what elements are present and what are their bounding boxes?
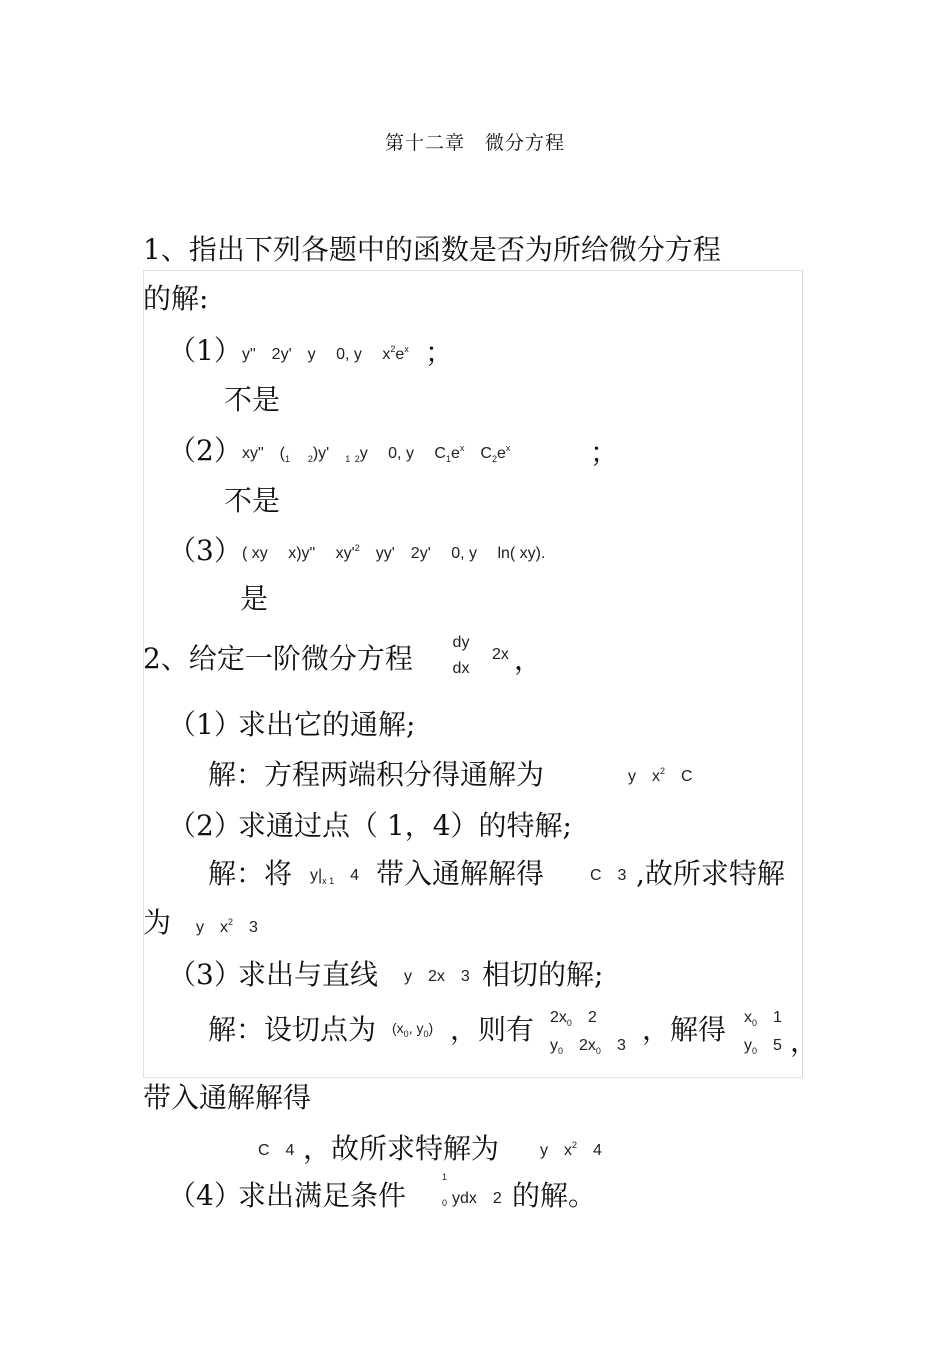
page-title: 第十二章 微分方程 [384,132,565,154]
q1-item1-semicolon: ； [425,336,454,369]
q2-heading: 2、给定一阶微分方程 [143,642,413,675]
q1-item2-semicolon: ； [590,436,619,469]
integral-upper-limit: 1 [442,1172,448,1182]
q2-part4-label: （4） [168,1179,242,1212]
q2-part3-solution-b: ，则有 [450,1013,535,1046]
q2-part3-system2-bottom: $y_0$ 5 [744,1037,782,1056]
q1-item2-answer: 不是 [224,484,281,517]
q1-heading: 1、指出下列各题中的函数是否为所给微分方程 [143,233,721,266]
q1-item1-equation: y" 2y' y 0, y $x^2e^x$ [242,344,409,363]
q2-part2-solution-b: 带入通解解得 [376,857,545,890]
q2-part3-system1-top: $2x_0$ 2 [550,1009,597,1028]
q2-part3-text-a: 求出与直线 [238,958,379,991]
q1-item1-label: （1） [168,334,242,367]
q2-part4-text: 求出满足条件 [238,1179,407,1212]
q2-part3-comma: ， [790,1025,819,1058]
q2-part1-solution: 解：方程两端积分得通解为 [208,758,545,791]
q2-part4-text-b: 的解。 [512,1179,597,1212]
q1-item2-equation: xy" ($_1$ $_2$)y' $_1$ $_2$y 0, y $C_1e^x$ $C_2e^x$ [242,443,511,464]
q2-part3-system2-top: $x_0$ 1 [744,1009,782,1028]
q1-heading-cont: 的解: [143,282,209,315]
q2-part3-solution-d: 带入通解解得 [143,1081,312,1114]
q2-part1-text: 求出它的通解; [238,708,416,741]
q2-part3-solution-a: 解：设切点为 [208,1013,377,1046]
q1-item3-answer: 是 [240,582,269,615]
q1-item2-label: （2） [168,434,242,467]
q2-part1-label: （1） [168,708,242,741]
q2-part3-system1-bottom: $y_0$ $2x_0$ 3 [550,1037,626,1056]
q2-part3-particular: y $x^2$ 4 [540,1140,602,1159]
q2-part4-integral: ydx 2 [452,1190,502,1207]
q2-rhs: 2x [492,646,509,663]
q2-part2-constant: C 3 [590,867,627,884]
fraction-numerator: dy [452,634,470,651]
q2-part3-text-b: 相切的解; [482,958,604,991]
q2-part2-particular: y $x^2$ 3 [196,917,258,936]
fraction-denominator: dx [452,660,470,677]
q2-part3-point: ($x_0$, $y_0$) [392,1020,434,1039]
q2-part3-line: y 2x 3 [404,968,470,985]
q2-part3-solution-e: ，故所求特解为 [303,1132,500,1165]
q2-part3-constant: C 4 [258,1142,295,1159]
q2-fraction [446,630,476,682]
q2-part2-label: （2） [168,809,242,842]
q1-item1-answer: 不是 [224,383,281,416]
q2-part2-solution-c: ,故所求特解 [636,857,785,890]
q2-part3-label: （3） [168,958,242,991]
q2-part3-solution-c: ，解得 [642,1013,727,1046]
q2-part2-solution-d: 为 [143,906,172,939]
q1-item3-label: （3） [168,534,242,567]
q2-comma: ， [514,643,543,676]
q1-item3-equation: ( xy x)y" $xy'^2$ yy' 2y' 0, y ln( xy). [242,543,546,562]
q2-part1-equation: y $x^2$ C [628,766,693,785]
q2-part2-condition: $y|_{x 1}$ 4 [310,867,360,886]
integral-lower-limit: 0 [442,1198,448,1208]
q2-part2-solution-a: 解：将 [208,857,293,890]
q2-part2-text: 求通过点（ 1，4）的特解; [238,809,572,842]
